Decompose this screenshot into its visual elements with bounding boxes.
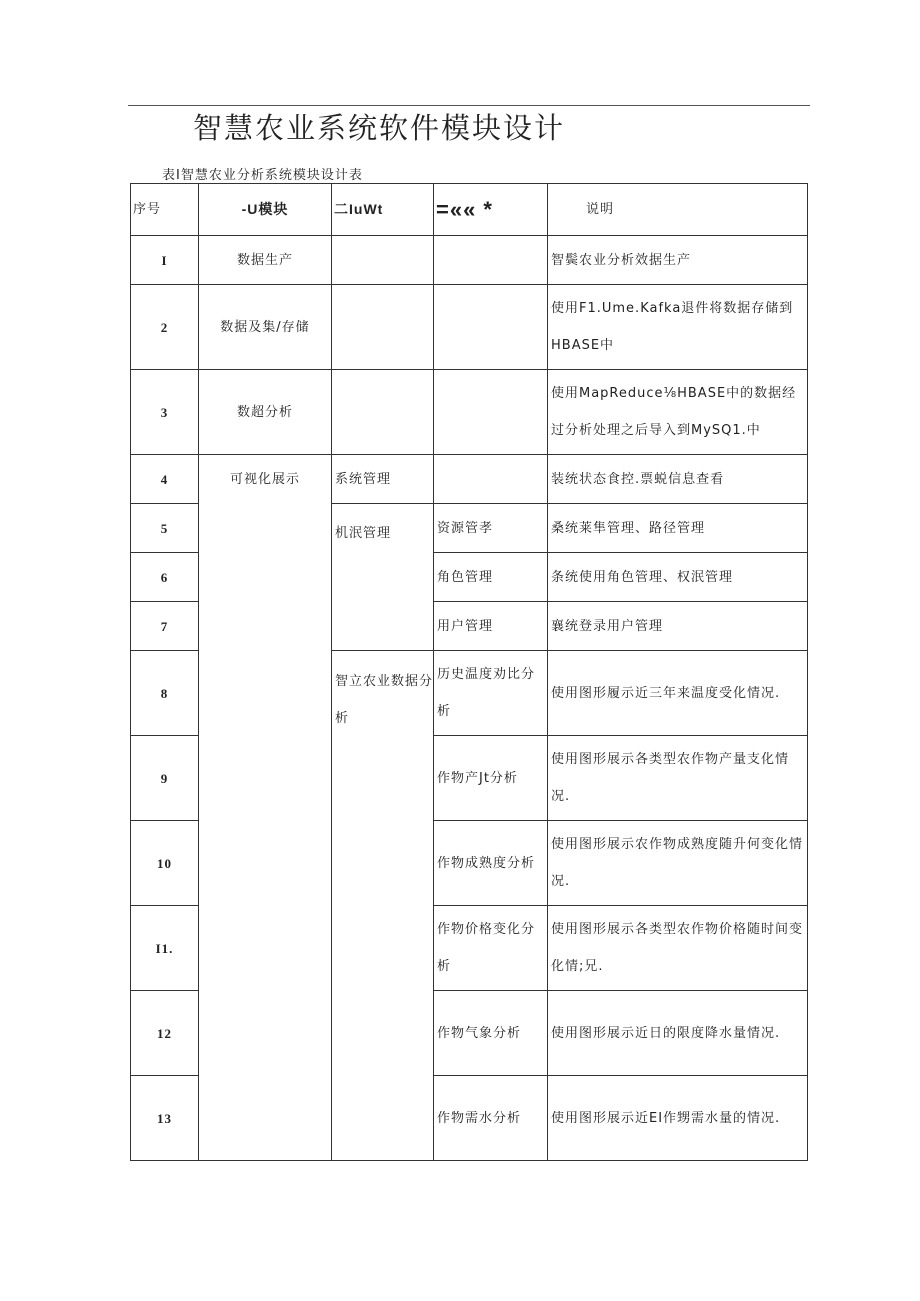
- row-level3: 用户管理: [434, 602, 548, 651]
- row-level1: 可视化展示: [199, 455, 332, 1161]
- table-row: [131, 285, 808, 370]
- header-level1: -U模块: [199, 184, 332, 236]
- row-level3: 作物成熟度分析: [434, 821, 548, 906]
- row-level2: [332, 285, 434, 370]
- row-num: 10: [131, 821, 199, 906]
- row-level2: [332, 370, 434, 455]
- row-num: 3: [131, 370, 199, 455]
- row-level3: 作物需水分析: [434, 1076, 548, 1161]
- row-level3: 历史温度劝比分析: [434, 651, 548, 736]
- row-desc: 使用图形展示近EI作甥需水量的情况.: [548, 1076, 808, 1161]
- row-num: I: [131, 236, 199, 285]
- row-desc: 使用F1.Ume.Kafka退件将数据存储到HBASE中: [548, 285, 808, 370]
- row-level3: 资源管孝: [434, 504, 548, 553]
- row-num: 6: [131, 553, 199, 602]
- row-num: 5: [131, 504, 199, 553]
- row-desc: 使用图形展示近日的限度降水量情况.: [548, 991, 808, 1076]
- row-level2: 智立农业数据分析: [332, 651, 434, 1161]
- row-level2: 机泯管理: [332, 504, 434, 651]
- row-level3: [434, 236, 548, 285]
- table-caption: 表I智慧农业分析系统模块设计表: [162, 168, 363, 183]
- row-level3: [434, 285, 548, 370]
- row-desc: 襄统登录用户管理: [548, 602, 808, 651]
- row-level1: 数据及集/存储: [199, 285, 332, 370]
- row-desc: 智鬓农业分析效据生产: [548, 236, 808, 285]
- row-num: 13: [131, 1076, 199, 1161]
- page-title: 智慧农业系统软件模块设计: [193, 111, 566, 145]
- row-desc: 使用图形展示各类型农作物产量支化情况.: [548, 736, 808, 821]
- row-desc: 装统状态食控.票蜕信息查看: [548, 455, 808, 504]
- row-desc: 桑统莱隼管理、路径管理: [548, 504, 808, 553]
- row-desc: 条统使用角色管理、权泯管理: [548, 553, 808, 602]
- row-desc: 使用MapReduce⅛HBASE中的数据经过分析处理之后导入到MySQ1.中: [548, 370, 808, 455]
- row-desc: 使用图形展示各类型农作物价格随时间变化情;兄.: [548, 906, 808, 991]
- row-level3: [434, 455, 548, 504]
- table-row: [131, 455, 808, 504]
- header-level3: =«« *: [434, 184, 548, 236]
- row-level3: 作物价格变化分析: [434, 906, 548, 991]
- row-num: 2: [131, 285, 199, 370]
- row-level2: [332, 236, 434, 285]
- row-num: 12: [131, 991, 199, 1076]
- row-level3: 作物气象分析: [434, 991, 548, 1076]
- row-desc: 使用图形履示近三年来温度受化情况.: [548, 651, 808, 736]
- row-level1: 数超分析: [199, 370, 332, 455]
- row-num: 9: [131, 736, 199, 821]
- row-num: I1.: [131, 906, 199, 991]
- row-level3: 作物产Jt分析: [434, 736, 548, 821]
- header-level2: 二IuWt: [332, 184, 434, 236]
- row-num: 4: [131, 455, 199, 504]
- row-level1: 数据生产: [199, 236, 332, 285]
- row-num: 7: [131, 602, 199, 651]
- module-design-table: [130, 183, 808, 1161]
- header-desc: 说明: [548, 184, 808, 236]
- table-row: [131, 370, 808, 455]
- table-header-row: [131, 184, 808, 236]
- row-level3: [434, 370, 548, 455]
- row-level2: 系统管理: [332, 455, 434, 504]
- row-num: 8: [131, 651, 199, 736]
- row-level3: 角色管理: [434, 553, 548, 602]
- table-row: [131, 236, 808, 285]
- row-desc: 使用图形展示农作物成熟度随升何变化情况.: [548, 821, 808, 906]
- header-num: 序号: [131, 184, 199, 236]
